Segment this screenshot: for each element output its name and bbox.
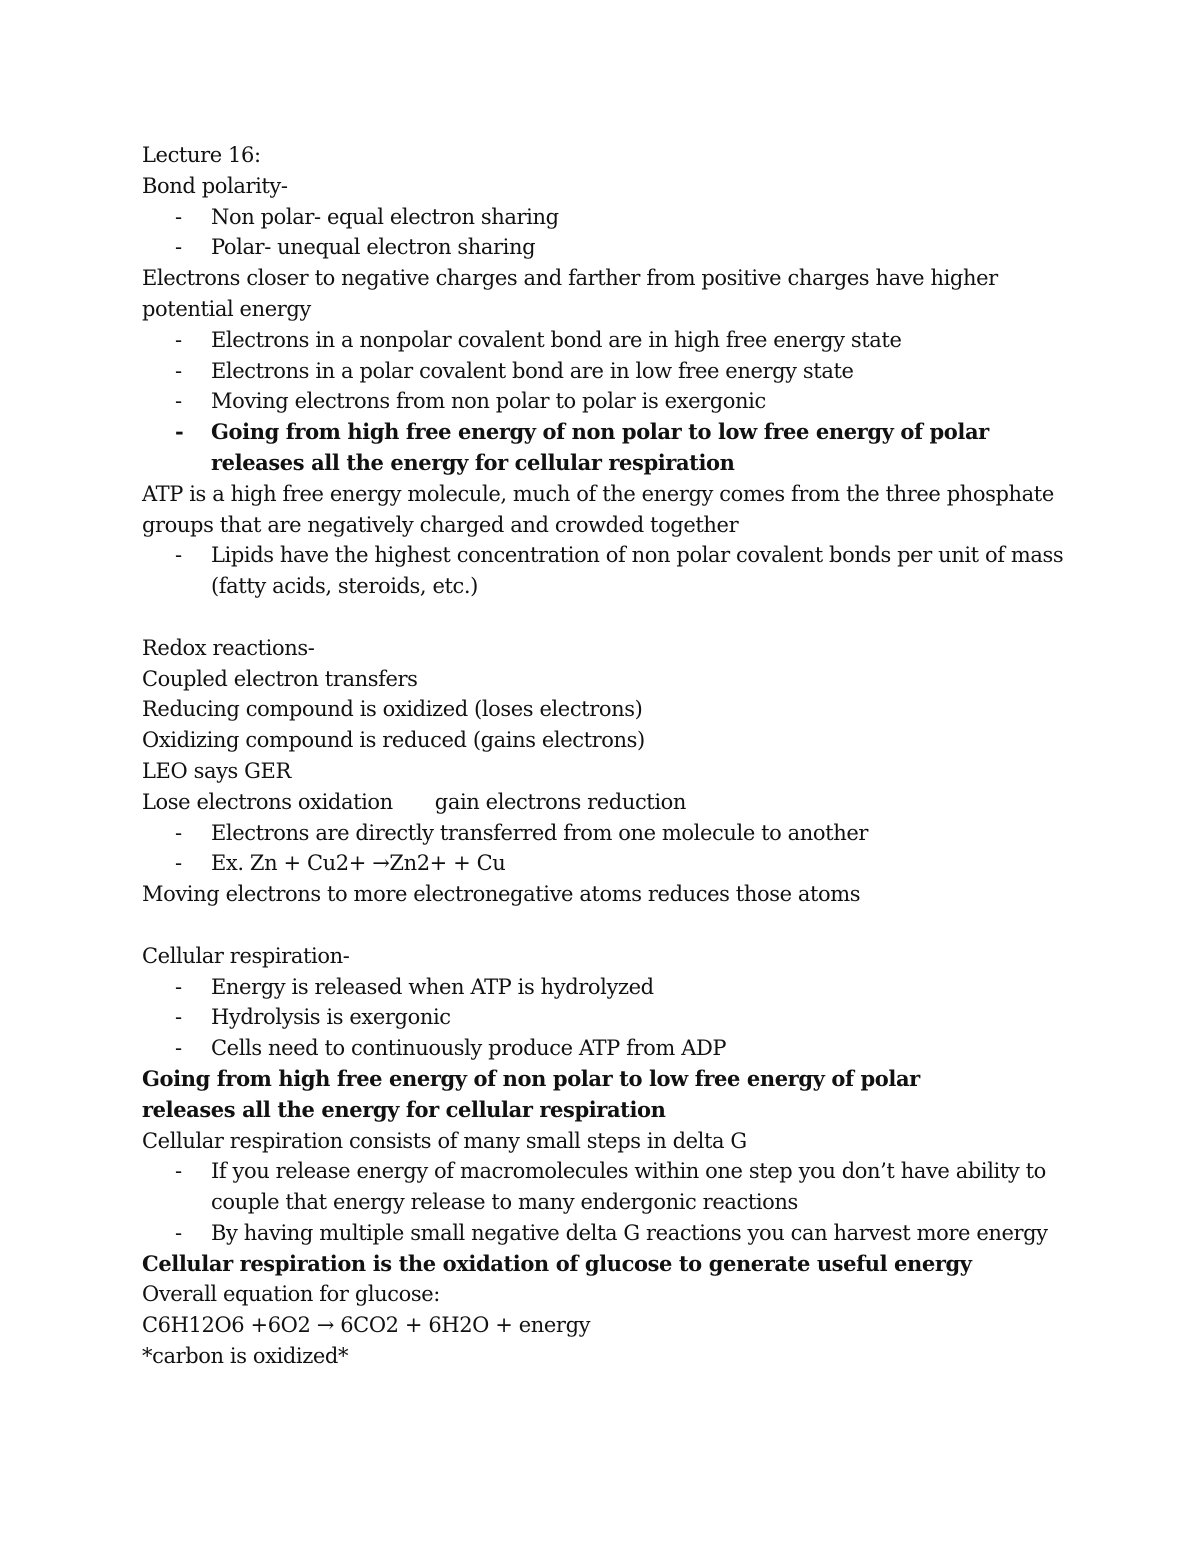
list-item-text: Moving electrons from non polar to polar is exergonic xyxy=(211,389,766,414)
list-item-text: Ex. Zn + Cu2+ →Zn2+ + Cu xyxy=(211,851,506,876)
section-heading-cellular-respiration: Cellular respiration- xyxy=(142,943,350,968)
ger-text: gain electrons reduction xyxy=(434,789,687,814)
bullet-dash: - xyxy=(175,1159,182,1184)
list-item-text: If you release energy of macromolecules within one step you don’t have ability to couple that energy release to many endergonic reactions xyxy=(211,1159,1046,1215)
blank-line xyxy=(142,910,1072,941)
bullet-dash: - xyxy=(175,851,182,876)
list-item-bold xyxy=(142,417,1072,479)
equation-label: Overall equation for glucose: xyxy=(142,1282,440,1307)
bullet-dash: - xyxy=(175,358,182,383)
list-item-text: Electrons are directly transferred from one molecule to another xyxy=(211,820,868,845)
list-item xyxy=(142,1218,1072,1249)
lecture-title: Lecture 16: xyxy=(142,143,261,167)
list-item-text: Lipids have the highest concentration of non polar covalent bonds per unit of mass (fatty acids, steroids, etc.) xyxy=(211,543,1064,599)
bullet-dash: - xyxy=(175,1220,182,1245)
bullet-dash: - xyxy=(175,235,182,260)
list-item xyxy=(142,972,1072,1003)
list-item-text: Electrons in a polar covalent bond are in low free energy state xyxy=(211,358,854,383)
text-line: Cellular respiration consists of many small steps in delta G xyxy=(142,1128,747,1153)
chemical-equation: C6H12O6 +6O2 → 6CO2 + 6H2O + energy xyxy=(142,1313,591,1338)
document-page xyxy=(142,140,1072,1372)
text-line: Moving electrons to more electronegative atoms reduces those atoms xyxy=(142,882,861,907)
bullet-dash: - xyxy=(175,389,182,414)
bold-statement: Cellular respiration is the oxidation of glucose to generate useful energy xyxy=(142,1250,972,1276)
section-heading-bond-polarity: Bond polarity- xyxy=(142,173,288,198)
section-heading-redox: Redox reactions- xyxy=(142,635,315,660)
bullet-dash: - xyxy=(175,1005,182,1030)
bold-text-line: Going from high free energy of non polar to low free energy of polar xyxy=(142,1065,920,1091)
list-item xyxy=(142,818,1072,849)
list-item xyxy=(142,356,1072,387)
text-line: Coupled electron transfers xyxy=(142,666,418,691)
text-line: Reducing compound is oxidized (loses electrons) xyxy=(142,697,643,722)
text-line: Oxidizing compound is reduced (gains electrons) xyxy=(142,728,645,753)
bullet-dash: - xyxy=(175,419,184,445)
list-item-text: Energy is released when ATP is hydrolyzed xyxy=(211,974,654,999)
bold-text-line: releases all the energy for cellular respiration xyxy=(142,1096,666,1122)
list-item-text: Non polar- equal electron sharing xyxy=(211,204,559,229)
list-item xyxy=(142,1033,1072,1064)
list-item xyxy=(142,202,1072,233)
paragraph: Electrons closer to negative charges and farther from positive charges have higher potential energy xyxy=(142,266,998,321)
list-item xyxy=(142,848,1072,879)
list-item xyxy=(142,325,1072,356)
list-item xyxy=(142,1002,1072,1033)
blank-line xyxy=(142,602,1072,633)
list-item-text: Going from high free energy of non polar to low free energy of polar releases all the energy for cellular respiration xyxy=(211,419,989,475)
bullet-dash: - xyxy=(175,820,182,845)
leo-ger-line xyxy=(142,787,1072,818)
bullet-dash: - xyxy=(175,1036,182,1061)
list-item xyxy=(142,1156,1072,1218)
list-item-text: By having multiple small negative delta G reactions you can harvest more energy xyxy=(211,1220,1048,1245)
list-item xyxy=(142,232,1072,263)
bullet-dash: - xyxy=(175,543,182,568)
list-item-text: Electrons in a nonpolar covalent bond are in high free energy state xyxy=(211,327,902,352)
bullet-dash: - xyxy=(175,204,182,229)
text-line: LEO says GER xyxy=(142,758,291,783)
list-item-text: Polar- unequal electron sharing xyxy=(211,235,536,260)
list-item xyxy=(142,540,1072,602)
bullet-dash: - xyxy=(175,327,182,352)
footnote: *carbon is oxidized* xyxy=(142,1344,349,1369)
bullet-dash: - xyxy=(175,974,182,999)
list-item xyxy=(142,386,1072,417)
paragraph: ATP is a high free energy molecule, much of the energy comes from the three phosphate groups that are negatively charged and crowded together xyxy=(142,481,1054,537)
list-item-text: Hydrolysis is exergonic xyxy=(211,1005,451,1030)
leo-text: Lose electrons oxidation xyxy=(142,789,393,814)
list-item-text: Cells need to continuously produce ATP from ADP xyxy=(211,1036,727,1061)
